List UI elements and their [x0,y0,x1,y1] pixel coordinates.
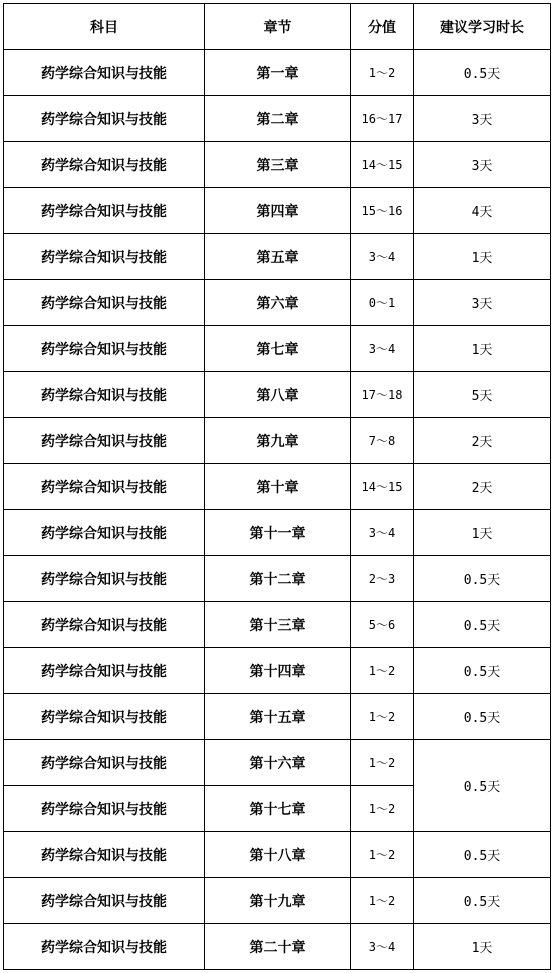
study-plan-table [3,3,551,970]
chapter-cell: 第十四章 [205,648,351,694]
chapter-cell: 第十二章 [205,556,351,602]
duration-cell: 4天 [414,188,551,234]
header-score: 分值 [351,4,414,50]
chapter-cell: 第十九章 [205,878,351,924]
subject-cell: 药学综合知识与技能 [4,648,205,694]
subject-cell: 药学综合知识与技能 [4,832,205,878]
chapter-cell: 第十三章 [205,602,351,648]
score-cell: 3～4 [351,924,414,970]
score-cell: 17～18 [351,372,414,418]
score-cell: 14～15 [351,464,414,510]
chapter-cell: 第十六章 [205,740,351,786]
score-cell: 1～2 [351,832,414,878]
chapter-cell: 第一章 [205,50,351,96]
score-cell: 1～2 [351,786,414,832]
score-cell: 3～4 [351,326,414,372]
score-cell: 0～1 [351,280,414,326]
table-row [4,372,551,418]
score-cell: 5～6 [351,602,414,648]
score-cell: 14～15 [351,142,414,188]
subject-cell: 药学综合知识与技能 [4,326,205,372]
subject-cell: 药学综合知识与技能 [4,786,205,832]
duration-cell: 0.5天 [414,556,551,602]
duration-cell: 5天 [414,372,551,418]
score-cell: 1～2 [351,50,414,96]
duration-cell: 0.5天 [414,602,551,648]
chapter-cell: 第五章 [205,234,351,280]
duration-cell: 3天 [414,96,551,142]
score-cell: 1～2 [351,694,414,740]
header-chapter: 章节 [205,4,351,50]
score-cell: 3～4 [351,234,414,280]
table-row [4,418,551,464]
table-row [4,694,551,740]
score-cell: 16～17 [351,96,414,142]
chapter-cell: 第十七章 [205,786,351,832]
score-cell: 2～3 [351,556,414,602]
header-duration: 建议学习时长 [414,4,551,50]
table-body [4,50,551,970]
chapter-cell: 第十一章 [205,510,351,556]
chapter-cell: 第六章 [205,280,351,326]
chapter-cell: 第四章 [205,188,351,234]
subject-cell: 药学综合知识与技能 [4,372,205,418]
duration-cell: 3天 [414,142,551,188]
subject-cell: 药学综合知识与技能 [4,234,205,280]
table-row [4,832,551,878]
duration-cell: 1天 [414,510,551,556]
score-cell: 3～4 [351,510,414,556]
table-row [4,280,551,326]
subject-cell: 药学综合知识与技能 [4,50,205,96]
subject-cell: 药学综合知识与技能 [4,280,205,326]
table-row [4,234,551,280]
table-row [4,96,551,142]
duration-cell: 0.5天 [414,878,551,924]
subject-cell: 药学综合知识与技能 [4,878,205,924]
table-row [4,878,551,924]
duration-cell: 0.5天 [414,832,551,878]
subject-cell: 药学综合知识与技能 [4,602,205,648]
header-subject: 科目 [4,4,205,50]
chapter-cell: 第三章 [205,142,351,188]
table-row [4,648,551,694]
duration-cell: 1天 [414,326,551,372]
score-cell: 15～16 [351,188,414,234]
table-row [4,924,551,970]
table-row [4,740,551,786]
table-header-row [4,4,551,50]
score-cell: 1～2 [351,878,414,924]
table-row [4,188,551,234]
score-cell: 7～8 [351,418,414,464]
chapter-cell: 第二十章 [205,924,351,970]
table-row [4,464,551,510]
chapter-cell: 第九章 [205,418,351,464]
chapter-cell: 第十五章 [205,694,351,740]
duration-cell: 2天 [414,464,551,510]
chapter-cell: 第十章 [205,464,351,510]
chapter-cell: 第二章 [205,96,351,142]
subject-cell: 药学综合知识与技能 [4,96,205,142]
duration-cell: 1天 [414,234,551,280]
table-row [4,556,551,602]
duration-cell: 0.5天 [414,694,551,740]
table-row [4,326,551,372]
subject-cell: 药学综合知识与技能 [4,694,205,740]
duration-cell: 0.5天 [414,648,551,694]
table-row [4,510,551,556]
subject-cell: 药学综合知识与技能 [4,418,205,464]
chapter-cell: 第八章 [205,372,351,418]
subject-cell: 药学综合知识与技能 [4,740,205,786]
table-row [4,50,551,96]
duration-cell: 2天 [414,418,551,464]
duration-cell: 1天 [414,924,551,970]
duration-cell: 3天 [414,280,551,326]
subject-cell: 药学综合知识与技能 [4,924,205,970]
duration-cell: 0.5天 [414,50,551,96]
chapter-cell: 第十八章 [205,832,351,878]
chapter-cell: 第七章 [205,326,351,372]
duration-cell: 0.5天 [414,740,551,832]
subject-cell: 药学综合知识与技能 [4,464,205,510]
table-row [4,142,551,188]
table-row [4,602,551,648]
subject-cell: 药学综合知识与技能 [4,142,205,188]
score-cell: 1～2 [351,648,414,694]
score-cell: 1～2 [351,740,414,786]
subject-cell: 药学综合知识与技能 [4,510,205,556]
subject-cell: 药学综合知识与技能 [4,188,205,234]
subject-cell: 药学综合知识与技能 [4,556,205,602]
